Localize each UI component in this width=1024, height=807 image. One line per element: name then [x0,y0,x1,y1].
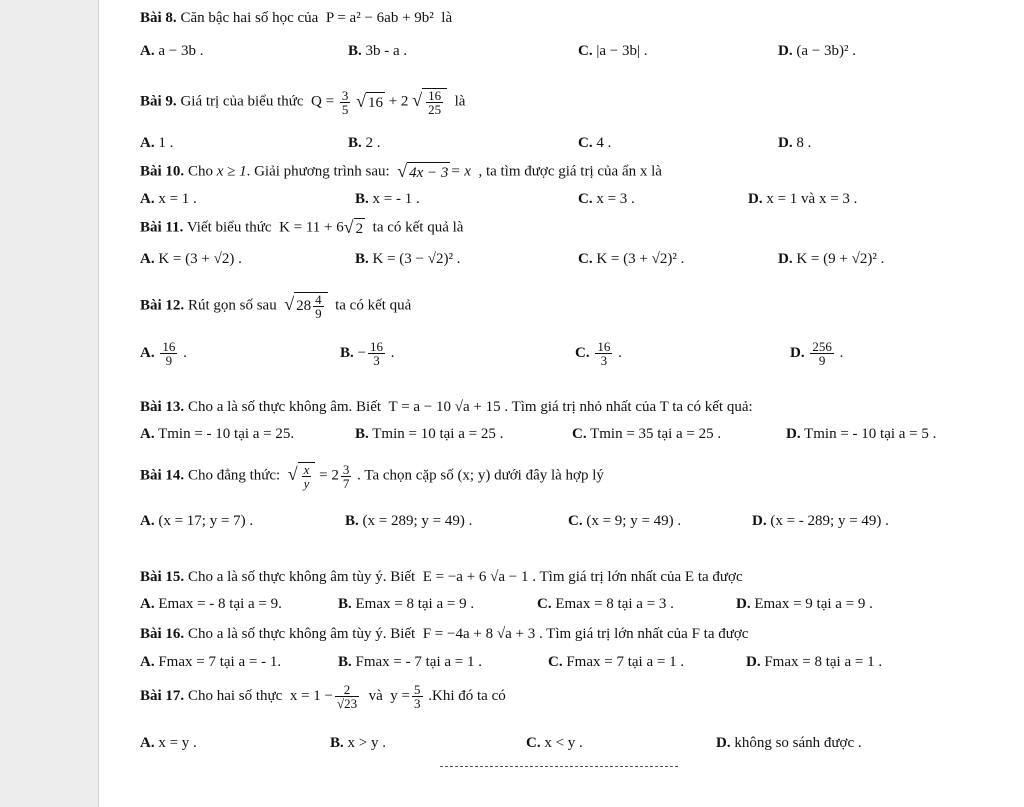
question-number: Bài 12. [140,297,185,314]
end-divider [440,766,678,767]
option-c: C. |a − 3b| . [578,43,648,59]
question-number: Bài 14. [140,467,185,484]
question-10: Bài 10. Cho x ≥ 1. Giải phương trình sau: √ 4x − 3 = x , ta tìm được giá trị của ẩn x là [140,161,662,181]
question-stem: Giá trị của biểu thức [180,93,304,110]
option-c: C. (x = 9; y = 49) . [568,513,682,529]
option-b: B. x = - 1 . [355,191,420,207]
sqrt: √ 4x − 3 [397,161,449,181]
question-number: Bài 13. [140,399,185,415]
fraction: $\frac{3}{5}$ [341,87,349,117]
option-d: D. (x = - 289; y = 49) . [752,513,889,529]
question-13: Bài 13. Cho a là số thực không âm. Biết T = a − 10 √a + 15 . Tìm giá trị nhỏ nhất của T ta có kết quả: [140,399,753,415]
question-number: Bài 10. [140,163,185,180]
question-number: Bài 9. [140,93,177,110]
question-11: Bài 11. Viết biểu thức K = 11 + 6√ 2 ta có kết quả là [140,217,464,237]
option-d: D. (a − 3b)² . [778,43,856,59]
option-d: D. Emax = 9 tại a = 9 . [736,596,873,612]
option-d: D. $\frac{256}{9}$ . [790,339,844,368]
sqrt: √ 16 [356,91,383,111]
question-16: Bài 16. Cho a là số thực không âm tùy ý. Biết F = −4a + 8 √a + 3 . Tìm giá trị lớn nhất của F ta được [140,626,749,642]
option-d: D. Tmin = - 10 tại a = 5 . [786,426,937,442]
option-c: C. $\frac{16}{3}$ . [575,339,622,368]
question-number: Bài 15. [140,569,185,585]
question-number: Bài 17. [140,687,185,704]
option-b: B. Fmax = - 7 tại a = 1 . [338,654,482,670]
question-12: Bài 12. Rút gọn số sau √ 28 $\frac{4}{9}$ ta có kết quả [140,292,412,321]
sqrt: √ $\frac{16}{25}$ [412,88,447,116]
option-c: C. Fmax = 7 tại a = 1 . [548,654,685,670]
question-17: Bài 17. Cho hai số thực x = 1 − $\frac{2}{√23}$ và y = $\frac{5}{3}$ .Khi đó ta có [140,682,506,711]
option-a: A. 1 . [140,135,174,151]
option-b: B. K = (3 − √2)² . [355,251,461,267]
option-d: D. x = 1 và x = 3 . [748,191,858,207]
option-c: C. Tmin = 35 tại a = 25 . [572,426,722,442]
expression: P = a² − 6ab + 9b² [325,10,434,26]
page-edge [98,0,99,807]
option-b: B. − $\frac{16}{3}$ . [340,339,395,368]
option-d: D. không so sánh được . [716,735,862,751]
question-8 [140,8,452,28]
option-a: A. Fmax = 7 tại a = - 1. [140,654,282,670]
option-c: C. x = 3 . [578,191,635,207]
question-tail: là [441,10,453,26]
option-c: C. x < y . [526,735,583,751]
option-b: B. 3b - a . [348,43,408,59]
option-b: B. 2 . [348,135,381,151]
option-b: B. Emax = 8 tại a = 9 . [338,596,475,612]
question-number: Bài 16. [140,626,185,642]
question-number: Bài 8. [140,10,177,26]
sqrt: √ 28 $\frac{4}{9}$ [284,292,327,320]
option-c: C. K = (3 + √2)² . [578,251,685,267]
option-b: B. (x = 289; y = 49) . [345,513,473,529]
option-a: A. Emax = - 8 tại a = 9. [140,596,282,612]
option-d: D. Fmax = 8 tại a = 1 . [746,654,883,670]
option-a: A. x = 1 . [140,191,197,207]
question-9: Bài 9. Giá trị của biểu thức Q = $\frac{3}{5}$ √ 16 + 2 √ $\frac{16}{25}$ là [140,87,466,117]
option-a: A. K = (3 + √2) . [140,251,242,267]
question-stem: Căn bậc hai số học của [180,10,319,26]
option-a: A. Tmin = - 10 tại a = 25. [140,426,295,442]
question-14: Bài 14. Cho đẳng thức: √ $\frac{x}{y}$ = 2 $\frac{3}{7}$ . Ta chọn cặp số (x; y) dưới đây là hợp lý [140,461,604,491]
option-a: A. (x = 17; y = 7) . [140,513,254,529]
option-b: B. x > y . [330,735,386,751]
option-a: A. $\frac{16}{9}$ . [140,339,187,368]
option-a: A. a − 3b . [140,43,204,59]
option-b: B. Tmin = 10 tại a = 25 . [355,426,504,442]
option-c: C. 4 . [578,135,612,151]
question-15: Bài 15. Cho a là số thực không âm tùy ý. Biết E = −a + 6 √a − 1 . Tìm giá trị lớn nhất của E ta được [140,569,743,585]
option-a: A. x = y . [140,735,197,751]
option-c: C. Emax = 8 tại a = 3 . [537,596,674,612]
option-d: D. 8 . [778,135,812,151]
question-number: Bài 11. [140,219,184,236]
sqrt: √ $\frac{x}{y}$ [288,462,316,490]
option-d: D. K = (9 + √2)² . [778,251,885,267]
